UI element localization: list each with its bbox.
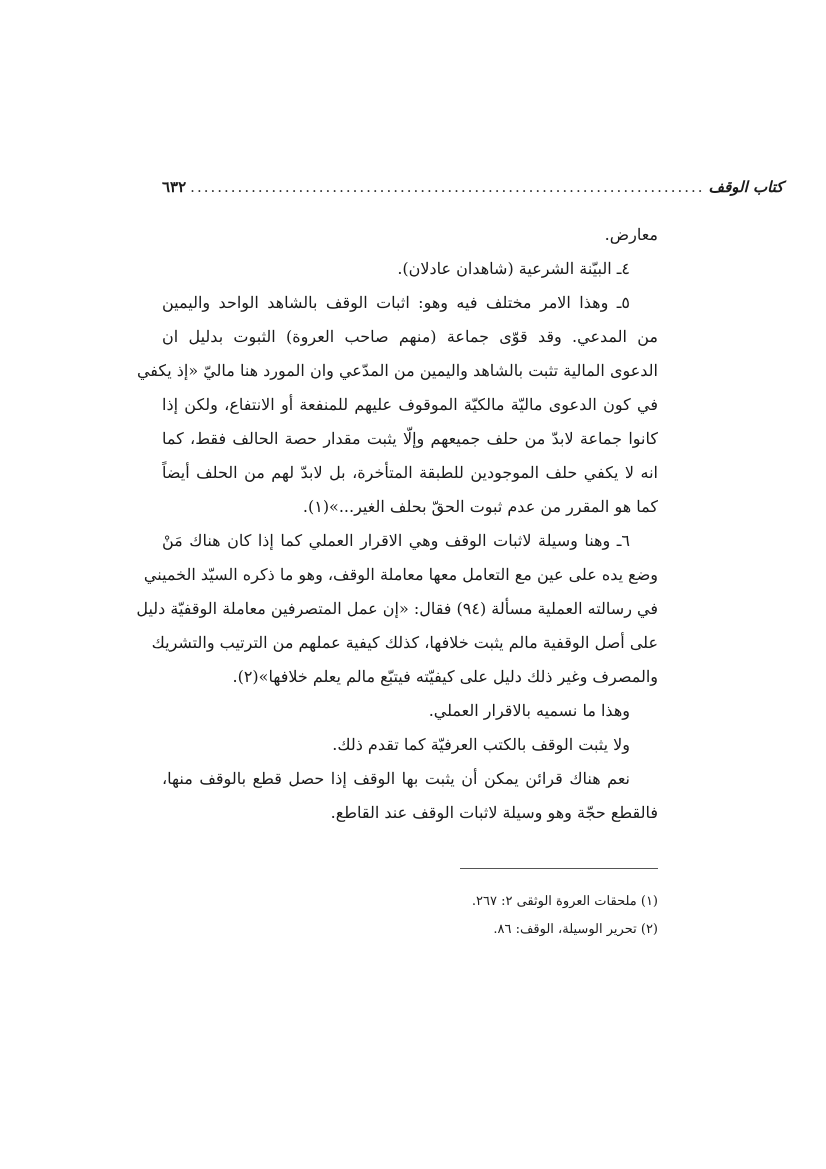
text-line: من المدعي. وقد قوّى جماعة (منهم صاحب العروة) الثبوت بدليل ان <box>162 327 658 346</box>
header-leader-dots: ............................................................................ <box>190 178 705 196</box>
text-line: ٦ـ وهنا وسيلة لاثبات الوقف وهي الاقرار العملي كما إذا كان هناك مَنْ <box>162 531 630 550</box>
text-line: ولا يثبت الوقف بالكتب العرفيّة كما تقدم ذلك. <box>332 735 630 754</box>
text-line: نعم هناك قرائن يمكن أن يثبت بها الوقف إذا حصل قطع بالوقف منها، <box>162 769 630 788</box>
text-line: ٥ـ وهذا الامر مختلف فيه وهو: اثبات الوقف بالشاهد الواحد واليمين <box>162 293 630 312</box>
text-line: في كون الدعوى ماليّة مالكيّة الموقوف عليهم للمنفعة أو الانتفاع، ولكن إذا <box>162 395 658 414</box>
page-number: ٦٣٢ <box>162 178 187 196</box>
footnote-2: (٢) تحرير الوسيلة، الوقف: ٨٦. <box>493 922 658 937</box>
footnotes <box>162 888 658 944</box>
text-line: على أصل الوقفية مالم يثبت خلافها، كذلك كيفية عملهم من الترتيب والتشريك <box>151 633 658 652</box>
text-line: ٤ـ البيّنة الشرعية (شاهدان عادلان). <box>397 259 630 278</box>
text-line: في رسالته العملية مسألة (٩٤) فقال: «إن عمل المتصرفين معاملة الوقفيّة دليل <box>136 599 658 618</box>
main-text <box>136 218 658 830</box>
text-line: كما هو المقرر من عدم ثبوت الحقّ بحلف الغير...»(١). <box>302 497 658 516</box>
running-header <box>162 176 784 198</box>
footnote-1: (١) ملحقات العروة الوثقى ٢: ٢٦٧. <box>471 894 658 909</box>
text-line: والمصرف وغير ذلك دليل على كيفيّته فيتبّع مالم يعلم خلافها»(٢). <box>232 667 658 686</box>
text-line: معارض. <box>604 225 658 244</box>
text-line: كانوا جماعة لابدّ من حلف جميعهم وإلّا يثبت مقدار حصة الحالف فقط، كما <box>162 429 658 448</box>
text-line: وضع يده على عين مع التعامل معها معاملة الوقف، وهو ما ذكره السيّد الخميني <box>143 565 658 584</box>
text-line: انه لا يكفي حلف الموجودين للطبقة المتأخرة، بل لابدّ لهم من الحلف أيضاً <box>162 463 658 482</box>
text-line: الدعوى المالية تثبت بالشاهد واليمين من المدّعي وان المورد هنا ماليّ «إذ يكفي <box>136 361 658 380</box>
text-line: فالقطع حجّة وهو وسيلة لاثبات الوقف عند القاطع. <box>330 803 658 822</box>
text-line: وهذا ما نسميه بالاقرار العملي. <box>428 701 630 720</box>
chapter-title: كتاب الوقف <box>708 178 784 196</box>
footnote-divider <box>460 868 658 869</box>
